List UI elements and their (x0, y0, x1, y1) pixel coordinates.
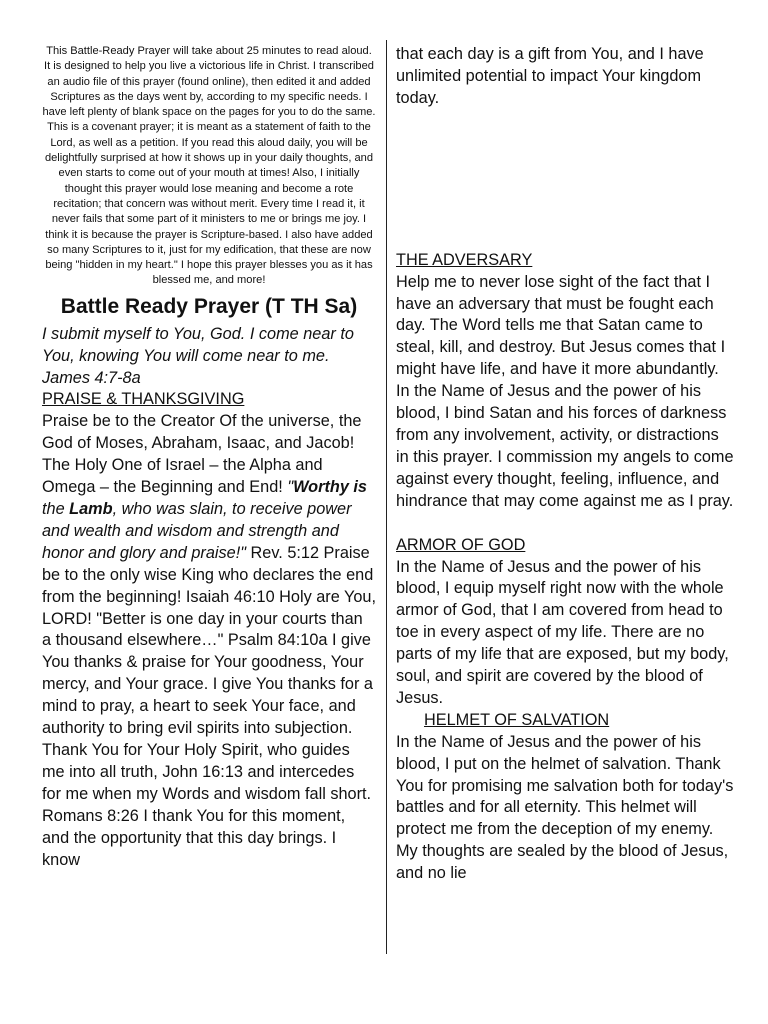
quote-the: the (42, 500, 70, 518)
armor-text: In the Name of Jesus and the power of his blood, I equip myself right now with the whole armor of God, that I am covered from head to toe in every aspect of my life. There are no parts of my life that are exposed, but my body, soul, and spirit are covered by the blood of Jesus. (396, 557, 729, 707)
armor-heading: ARMOR OF GOD (396, 535, 526, 554)
column-divider (386, 40, 387, 954)
praise-section (42, 389, 376, 871)
left-column (42, 44, 376, 871)
praise-heading: PRAISE & THANKSGIVING (42, 390, 245, 409)
helmet-heading: HELMET OF SALVATION (424, 710, 610, 729)
quote-rest: , who was slain, to receive power and wealth and wisdom and strength and honor and glory and praise!" (42, 500, 352, 562)
praise-text-2: Rev. 5:12 Praise be to the only wise King who declares the end from the beginning! Isaiah 46:10 Holy are You, LORD! "Better is one day in your courts than a thousand elsewhere…" Psalm 84:10a I give You thanks & praise for Your goodness, Your mercy, and Your grace. I give You thanks for a mind to pray, a heart to seek Your face, and authority to bring evil spirits into subjection. Thank You for Your Holy Spirit, who guides me into all truth, John 16:13 and intercedes for me when my Words and wisdom fall short. Romans 8:26 I thank You for this moment, and the opportunity that this day brings. I know (42, 543, 376, 869)
adversary-text: Help me to never lose sight of the fact that I have an adversary that must be fought each day. The Word tells me that Satan came to steal, kill, and destroy. But Jesus comes that I might have life, and have it more abundantly. In the Name of Jesus and the power of his blood, I bind Satan and his forces of darkness from any involvement, activity, or distractions in this prayer. I commission my angels to come against every thought, feeling, influence, and hindrance that may come against me as I pray. (396, 272, 734, 510)
armor-section (396, 535, 734, 886)
quote-worthy: Worthy is (293, 478, 367, 497)
adversary-heading: THE ADVERSARY (396, 250, 533, 269)
helmet-text: In the Name of Jesus and the power of his blood, I put on the helmet of salvation. Thank You for promising me salvation both for today's battles and for all eternity. This helmet will protect me from the deception of my enemy. My thoughts are sealed by the blood of Jesus, and no lie (396, 732, 734, 883)
opening-verse: I submit myself to You, God. I come near to You, knowing You will come near to me. James 4:7-8a (42, 324, 354, 387)
section-gap (396, 513, 734, 535)
quote-lamb: Lamb (69, 500, 113, 518)
praise-continued: that each day is a gift from You, and I have unlimited potential to impact Your kingdom today. (396, 45, 704, 107)
intro-paragraph: This Battle-Ready Prayer will take about 25 minutes to read aloud. It is designed to help you live a victorious life in Christ. I transcribed an audio file of this prayer (found online), then edited it and added Scriptures as the days went by, according to my specific needs. I have left plenty of blank space on the pages for you to do the same. This is a covenant prayer; it is meant as a statement of faith to the Lord, as well as a petition. If you read this aloud daily, you will be delightfully surprised at how it shows up in your daily thoughts, and even starts to come out of your mouth at times! Also, I initially thought this prayer would lose meaning and become a rote recitation; that concern was without merit. Every time I read it, it never fails that some part of it ministers to me or brings me joy. I think it is because the prayer is Scripture-based. I also have added so many Scriptures to it, just for my edification, that these are now being "hidden in my heart." I hope this prayer blesses you as it has blessed me, and more! (42, 45, 376, 287)
blank-space (396, 110, 734, 250)
right-column (396, 44, 734, 885)
adversary-section (396, 250, 734, 513)
praise-text-1: Praise be to the Creator Of the universe, the God of Moses, Abraham, Isaac, and Jacob! The Holy One of Israel – the Alpha and Omega – the Beginning and End! (42, 412, 362, 497)
quote-open: " (287, 478, 294, 497)
page-title: Battle Ready Prayer (T TH Sa) (60, 294, 358, 318)
